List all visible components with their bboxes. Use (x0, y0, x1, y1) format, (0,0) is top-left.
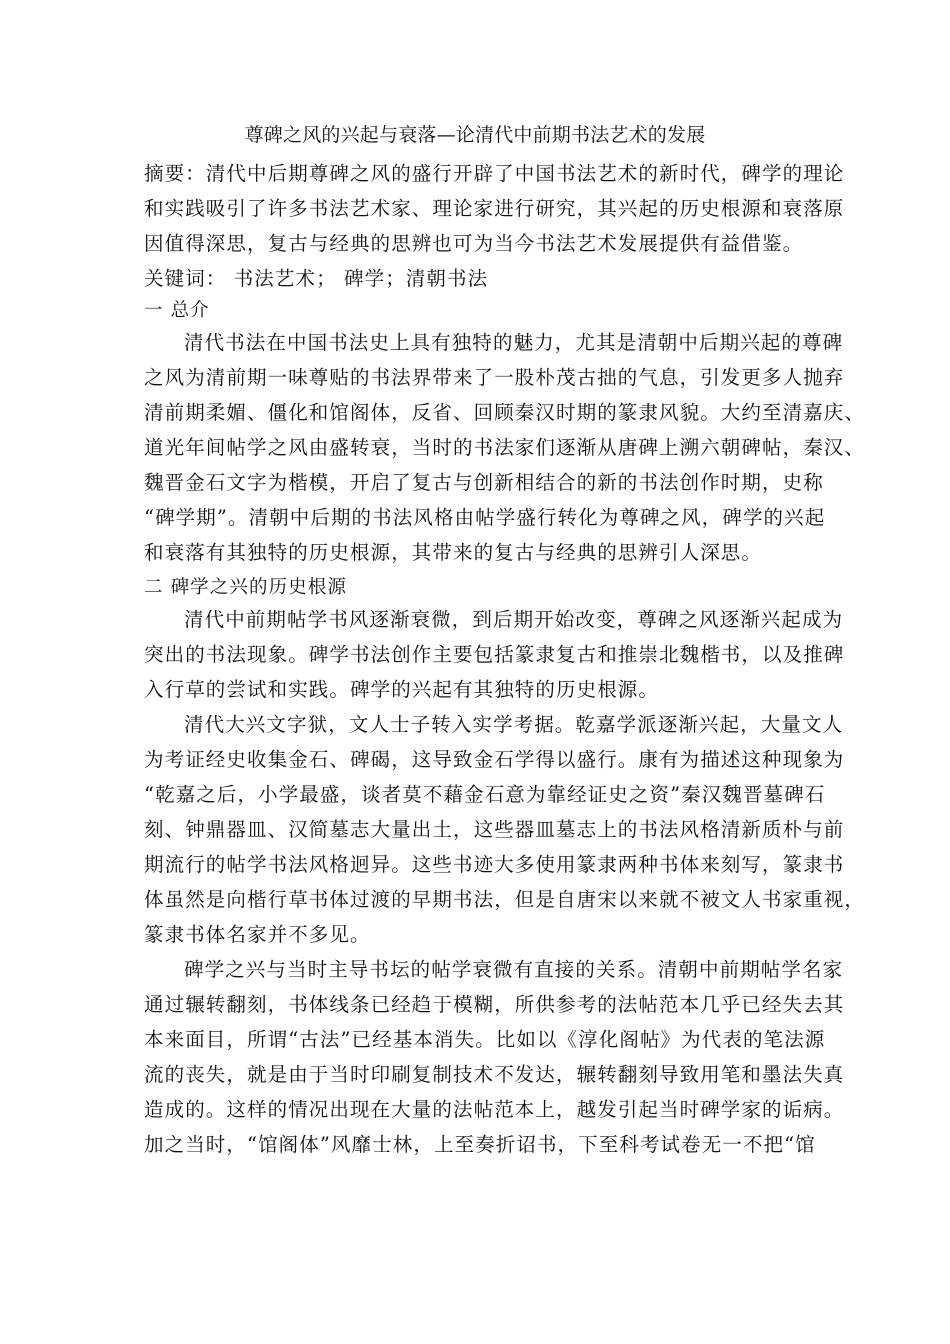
abstract-line: 因值得深思，复古与经典的思辨也可为当今书法艺术发展提供有益借鉴。 (144, 232, 804, 255)
paragraph-line: 清前期柔媚、僵化和馆阁体，反省、回顾秦汉时期的篆隶风貌。大约至清嘉庆、 (144, 401, 866, 424)
paragraph-line: 和衰落有其独特的历史根源，其带来的复古与经典的思辨引人深思。 (144, 541, 763, 564)
paragraph-line: 入行草的尝试和实践。碑学的兴起有其独特的历史根源。 (144, 678, 660, 701)
paragraph-line: 体虽然是向楷行草书体过渡的早期书法，但是自唐宋以来就不被文人书家重视， (144, 888, 866, 911)
paragraph-line: 期流行的帖学书法风格迥异。这些书迹大多使用篆隶两种书体来刻写，篆隶书 (144, 853, 845, 876)
paragraph-line: 道光年间帖学之风由盛转衰，当时的书法家们逐渐从唐碑上溯六朝碑帖，秦汉、 (144, 436, 866, 459)
paragraph-line: 碑学之兴与当时主导书坛的帖学衰微有直接的关系。清朝中前期帖学名家 (184, 958, 844, 981)
paragraph-line: 魏晋金石文字为楷模，开启了复古与创新相结合的新的书法创作时期，史称 (144, 471, 824, 494)
paragraph-line: 清代书法在中国书法史上具有独特的魅力，尤其是清朝中后期兴起的尊碑 (184, 331, 844, 354)
paragraph-line: 之风为清前期一味尊贴的书法界带来了一股朴茂古拙的气息，引发更多人抛弃 (144, 366, 845, 389)
abstract-line: 和实践吸引了许多书法艺术家、理论家进行研究，其兴起的历史根源和衰落原 (144, 197, 845, 220)
paragraph-line: 造成的。这样的情况出现在大量的法帖范本上，越发引起当时碑学家的诟病。 (144, 1098, 845, 1121)
paragraph-line: “乾嘉之后，小学最盛，谈者莫不藉金石意为靠经证史之资”秦汉魏晋墓碑石 (144, 783, 826, 806)
keywords-line: 关键词： 书法艺术； 碑学；清朝书法 (144, 267, 489, 290)
section-heading: 一 总介 (144, 300, 210, 321)
paragraph-line: 为考证经史收集金石、碑碣，这导致金石学得以盛行。康有为描述这种现象为 (144, 748, 845, 771)
document-body (144, 156, 866, 1162)
paragraph-line: “碑学期”。清朝中后期的书法风格由帖学盛行转化为尊碑之风，碑学的兴起 (144, 506, 826, 529)
section-heading: 二 碑学之兴的历史根源 (144, 577, 347, 598)
paragraph-line: 刻、钟鼎器皿、汉简墓志大量出土，这些器皿墓志上的书法风格清新质朴与前 (144, 818, 845, 841)
paragraph-line: 加之当时，“馆阁体”风靡士林，上至奏折诏书，下至科考试卷无一不把“馆 (144, 1133, 816, 1156)
paragraph-line: 篆隶书体名家并不多见。 (144, 923, 371, 946)
paragraph-line: 流的丧失，就是由于当时印刷复制技术不发达，辗转翻刻导致用笔和墨法失真 (144, 1063, 845, 1086)
abstract-line: 摘要：清代中后期尊碑之风的盛行开辟了中国书法艺术的新时代，碑学的理论 (144, 162, 845, 185)
paragraph-line: 清代大兴文字狱，文人士子转入实学考据。乾嘉学派逐渐兴起，大量文人 (184, 713, 844, 736)
document-title: 尊碑之风的兴起与衰落—论清代中前期书法艺术的发展 (244, 124, 706, 146)
paragraph-line: 通过辗转翻刻，书体线条已经趋于模糊，所供参考的法帖范本几乎已经失去其 (144, 993, 845, 1016)
paragraph-line: 突出的书法现象。碑学书法创作主要包括篆隶复古和推崇北魏楷书，以及推碑 (144, 643, 845, 666)
paragraph-line: 本来面目，所谓“古法”已经基本消失。比如以《淳化阁帖》为代表的笔法源 (144, 1028, 826, 1051)
paragraph-line: 清代中前期帖学书风逐渐衰微，到后期开始改变，尊碑之风逐渐兴起成为 (184, 608, 844, 631)
